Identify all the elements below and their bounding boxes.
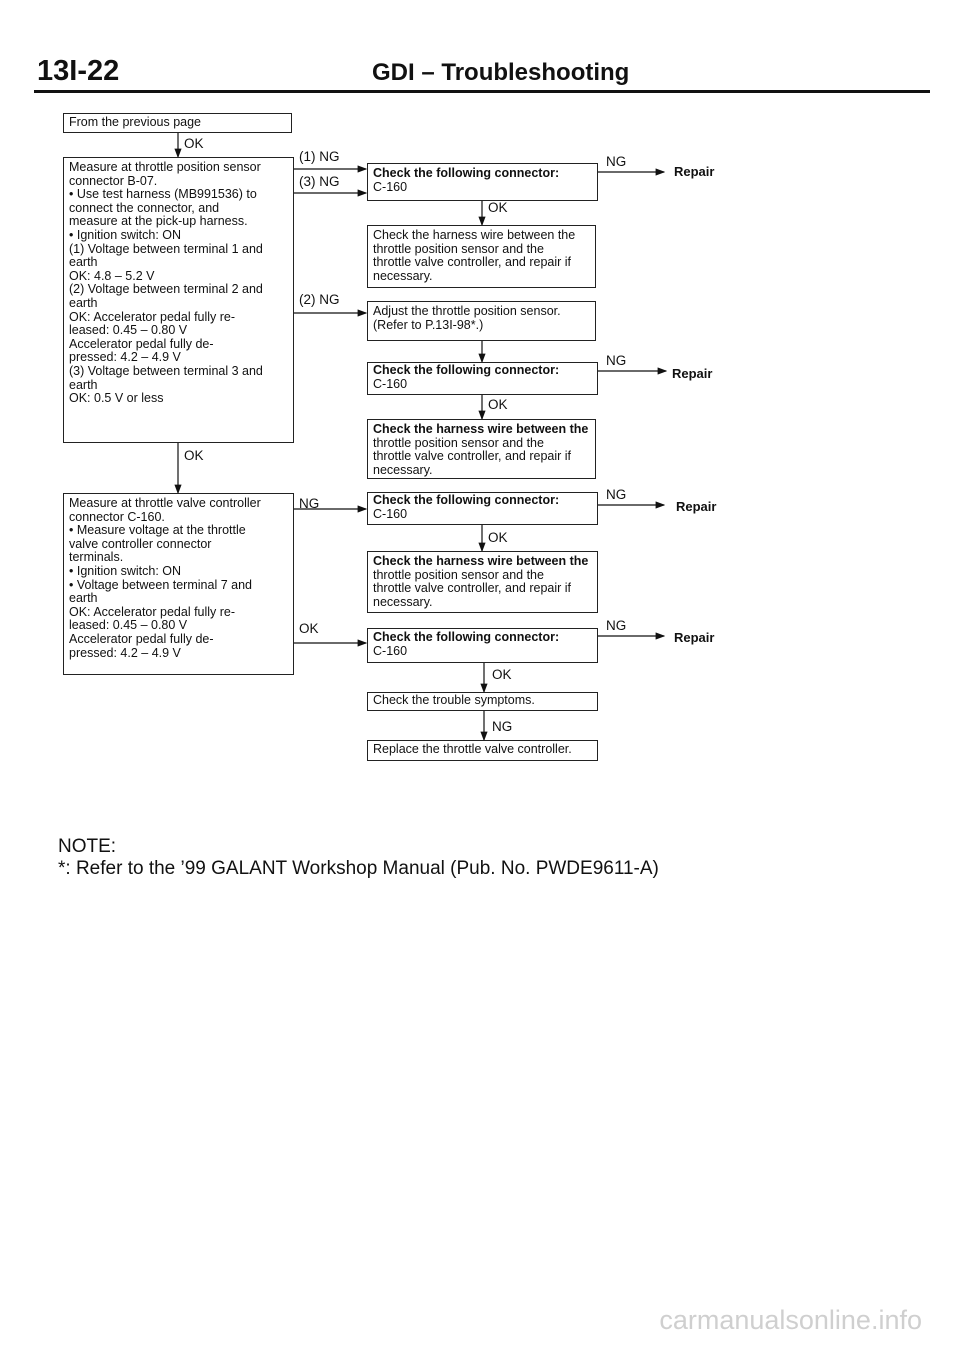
step2-line: leased: 0.45 – 0.80 V	[69, 618, 188, 633]
harness-line: throttle position sensor and the	[373, 567, 544, 582]
ng-label: NG	[606, 487, 627, 502]
ng-label: NG	[492, 719, 513, 734]
harness-line: Check the harness wire between the	[373, 422, 589, 436]
step1-line: pressed: 4.2 – 4.9 V	[69, 350, 181, 365]
connector-code: C-160	[373, 643, 408, 658]
step1-line: OK: 4.8 – 5.2 V	[69, 268, 155, 283]
harness-line: throttle position sensor and the	[373, 435, 544, 450]
connector-code: C-160	[373, 179, 408, 194]
ok-label: OK	[488, 200, 508, 215]
harness-line: Check the harness wire between the	[373, 554, 589, 568]
step1-line: earth	[69, 295, 98, 310]
ng-label: NG	[299, 496, 320, 511]
ng-label: NG	[606, 353, 627, 368]
repair-label: Repair	[672, 366, 713, 381]
step1-line: (3) Voltage between terminal 3 and	[69, 363, 263, 378]
adjust-line: (Refer to P.13I-98*.)	[373, 317, 484, 332]
step2-measure-tvc-box	[63, 493, 294, 675]
connector-code: C-160	[373, 506, 408, 521]
step1-line: measure at the pick-up harness.	[69, 214, 248, 229]
step1-line: OK: Accelerator pedal fully re-	[69, 309, 236, 324]
from-previous-page-box	[63, 113, 292, 133]
connector-check-box	[367, 492, 598, 525]
ok-label: OK	[184, 448, 204, 463]
step1-line: • Use test harness (MB991536) to	[69, 187, 257, 202]
repair-label: Repair	[676, 499, 717, 514]
step2-line: • Voltage between terminal 7 and	[69, 577, 252, 592]
step1-line: • Ignition switch: ON	[69, 227, 182, 242]
repair-label: Repair	[674, 164, 715, 179]
page-title: GDI – Troubleshooting	[372, 59, 630, 86]
watermark: carmanualsonline.info	[659, 1305, 922, 1335]
harness-line: necessary.	[373, 462, 433, 477]
adjust-line: Adjust the throttle position sensor.	[373, 304, 561, 318]
harness-check-box	[367, 551, 598, 613]
step2-line: • Measure voltage at the throttle	[69, 523, 246, 538]
step1-line: connect the connector, and	[69, 200, 220, 215]
connector-check-title: Check the following connector:	[373, 493, 560, 507]
ok-label: OK	[492, 667, 512, 682]
step2-line: Measure at throttle valve controller	[69, 496, 261, 510]
note-label: NOTE:	[58, 836, 117, 857]
harness-line: Check the harness wire between the	[373, 228, 576, 242]
harness-line: throttle valve controller, and repair if	[373, 449, 572, 464]
ok-label: OK	[488, 397, 508, 412]
ng-label: NG	[606, 618, 627, 633]
harness-check-box	[367, 419, 596, 479]
step2-line: connector C-160.	[69, 509, 165, 524]
step2-line: terminals.	[69, 550, 124, 565]
ok-label: OK	[184, 136, 204, 151]
page-number: 13I-22	[37, 55, 120, 87]
step2-line: • Ignition switch: ON	[69, 563, 182, 578]
connector-check-title: Check the following connector:	[373, 166, 560, 180]
ok-label: OK	[488, 530, 508, 545]
step1-line: OK: 0.5 V or less	[69, 391, 164, 406]
replace-controller-box	[367, 740, 598, 761]
harness-line: necessary.	[373, 268, 433, 283]
ng3-label: (3) NG	[299, 174, 340, 189]
replace-controller-label: Replace the throttle valve controller.	[373, 742, 572, 756]
ng2-label: (2) NG	[299, 292, 340, 307]
adjust-tps-box	[367, 301, 596, 341]
ok-label: OK	[299, 621, 319, 636]
connector-check-title: Check the following connector:	[373, 630, 560, 644]
from-previous-page-label: From the previous page	[69, 115, 202, 129]
step2-line: Accelerator pedal fully de-	[69, 631, 214, 646]
harness-line: throttle valve controller, and repair if	[373, 255, 572, 270]
connector-check-box	[367, 628, 598, 663]
trouble-symptoms-label: Check the trouble symptoms.	[373, 693, 535, 707]
connector-check-box	[367, 163, 598, 201]
harness-line: throttle valve controller, and repair if	[373, 581, 572, 596]
step1-line: Measure at throttle position sensor	[69, 160, 261, 174]
step2-line: valve controller connector	[69, 536, 212, 551]
harness-line: throttle position sensor and the	[373, 241, 544, 256]
ng-label: NG	[606, 154, 627, 169]
step2-line: earth	[69, 591, 98, 606]
step1-line: connector B-07.	[69, 173, 158, 188]
connector-code: C-160	[373, 376, 408, 391]
note-text: *: Refer to the ’99 GALANT Workshop Manual (Pub. No. PWDE9611-A)	[58, 858, 659, 879]
step1-line: (1) Voltage between terminal 1 and	[69, 241, 263, 256]
step1-line: (2) Voltage between terminal 2 and	[69, 282, 263, 297]
step1-line: Accelerator pedal fully de-	[69, 336, 214, 351]
step1-measure-tps-box	[63, 157, 294, 443]
step1-line: earth	[69, 377, 98, 392]
step1-line: leased: 0.45 – 0.80 V	[69, 323, 188, 338]
harness-check-box	[367, 225, 596, 288]
repair-label: Repair	[674, 630, 715, 645]
harness-line: necessary.	[373, 594, 433, 609]
connector-check-title: Check the following connector:	[373, 363, 560, 377]
step2-line: OK: Accelerator pedal fully re-	[69, 604, 236, 619]
step2-line: pressed: 4.2 – 4.9 V	[69, 645, 181, 660]
ng1-label: (1) NG	[299, 149, 340, 164]
connector-check-box	[367, 362, 598, 395]
trouble-symptoms-box	[367, 692, 598, 711]
step1-line: earth	[69, 255, 98, 270]
